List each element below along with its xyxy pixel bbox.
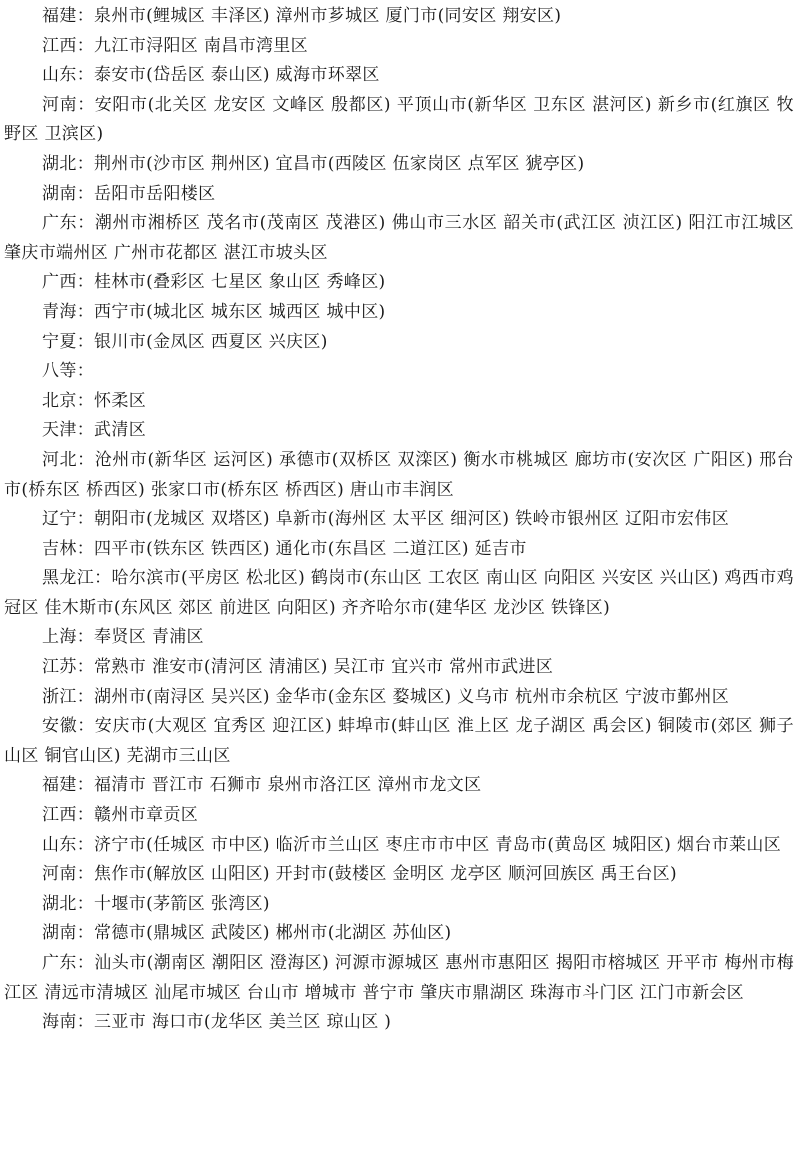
paragraph-hubei-1: 湖北：荆州市(沙市区 荆州区) 宜昌市(西陵区 伍家岗区 点军区 猇亭区) [42, 153, 585, 174]
section-heading-grade-8: 八等： [42, 361, 95, 382]
paragraph-zhejiang-2: 浙江：湖州市(南浔区 吴兴区) 金华市(金东区 婺城区) 义乌市 杭州市余杭区 宁波市鄞州区 [42, 686, 730, 707]
paragraph-jiangsu-2: 江苏：常熟市 淮安市(清河区 清浦区) 吴江市 宜兴市 常州市武进区 [42, 657, 554, 678]
paragraph-fujian-2: 福建：福清市 晋江市 石狮市 泉州市洛江区 漳州市龙文区 [42, 775, 482, 796]
paragraph-jiangxi-1: 江西：九江市浔阳区 南昌市湾里区 [42, 35, 309, 56]
paragraph-shandong-2: 山东：济宁市(任城区 市中区) 临沂市兰山区 枣庄市市中区 青岛市(黄岛区 城阳区) 烟台市莱山区 [42, 834, 782, 855]
paragraph-hunan-1: 湖南：岳阳市岳阳楼区 [42, 183, 216, 204]
paragraph-beijing-2: 北京：怀柔区 [42, 390, 147, 411]
paragraph-fujian-1: 福建：泉州市(鲤城区 丰泽区) 漳州市芗城区 厦门市(同安区 翔安区) [42, 6, 562, 26]
paragraph-anhui-2: 安徽：安庆市(大观区 宜秀区 迎江区) 蚌埠市(蚌山区 淮上区 龙子湖区 禹会区) 铜陵市(郊区 狮子山区 铜官山区) 芜湖市三山区 [4, 716, 794, 766]
paragraph-hunan-2: 湖南：常德市(鼎城区 武陵区) 郴州市(北湖区 苏仙区) [42, 923, 452, 944]
paragraph-jiangxi-2: 江西：赣州市章贡区 [42, 805, 199, 826]
paragraph-hubei-2: 湖北：十堰市(茅箭区 张湾区) [42, 893, 270, 914]
paragraph-guangdong-1: 广东：潮州市湘桥区 茂名市(茂南区 茂港区) 佛山市三水区 韶关市(武江区 浈江区) 阳江市江城区 肇庆市端州区 广州市花都区 湛江市坡头区 [4, 213, 794, 263]
paragraph-tianjin-2: 天津：武清区 [42, 420, 147, 441]
paragraph-shanghai-2: 上海：奉贤区 青浦区 [42, 627, 204, 648]
paragraph-hainan-2: 海南：三亚市 海口市(龙华区 美兰区 琼山区 ) [42, 1012, 392, 1033]
paragraph-henan-2: 河南：焦作市(解放区 山阳区) 开封市(鼓楼区 金明区 龙亭区 顺河回族区 禹王台区) [42, 864, 678, 885]
paragraph-henan-1: 河南：安阳市(北关区 龙安区 文峰区 殷都区) 平顶山市(新华区 卫东区 湛河区) 新乡市(红旗区 牧野区 卫滨区) [4, 94, 794, 145]
paragraph-liaoning-2: 辽宁：朝阳市(龙城区 双塔区) 阜新市(海州区 太平区 细河区) 铁岭市银州区 辽阳市宏伟区 [42, 509, 730, 530]
paragraph-jilin-2: 吉林：四平市(铁东区 铁西区) 通化市(东昌区 二道江区) 延吉市 [42, 538, 527, 559]
paragraph-hebei-2: 河北：沧州市(新华区 运河区) 承德市(双桥区 双滦区) 衡水市桃城区 廊坊市(安次区 广阳区) 邢台市(桥东区 桥西区) 张家口市(桥东区 桥西区) 唐山市丰润区 [4, 449, 794, 500]
paragraph-qinghai-1: 青海：西宁市(城北区 城东区 城西区 城中区) [42, 301, 386, 322]
paragraph-guangxi-1: 广西：桂林市(叠彩区 七星区 象山区 秀峰区) [42, 272, 386, 293]
paragraph-shandong-1: 山东：泰安市(岱岳区 泰山区) 威海市环翠区 [42, 65, 380, 86]
paragraph-ningxia-1: 宁夏：银川市(金凤区 西夏区 兴庆区) [42, 331, 328, 352]
paragraph-guangdong-2: 广东：汕头市(潮南区 潮阳区 澄海区) 河源市源城区 惠州市惠阳区 揭阳市榕城区 开平市 梅州市梅江区 清远市清城区 汕尾市城区 台山市 增城市 普宁市 肇庆市鼎湖区 珠海市斗门区 江门市新会区 [4, 953, 794, 1003]
paragraph-heilongjiang-2: 黑龙江：哈尔滨市(平房区 松北区) 鹤岗市(东山区 工农区 南山区 向阳区 兴安区 兴山区) 鸡西市鸡冠区 佳木斯市(东风区 郊区 前进区 向阳区) 齐齐哈尔市(建华区 龙沙区 铁锋区) [4, 568, 794, 618]
